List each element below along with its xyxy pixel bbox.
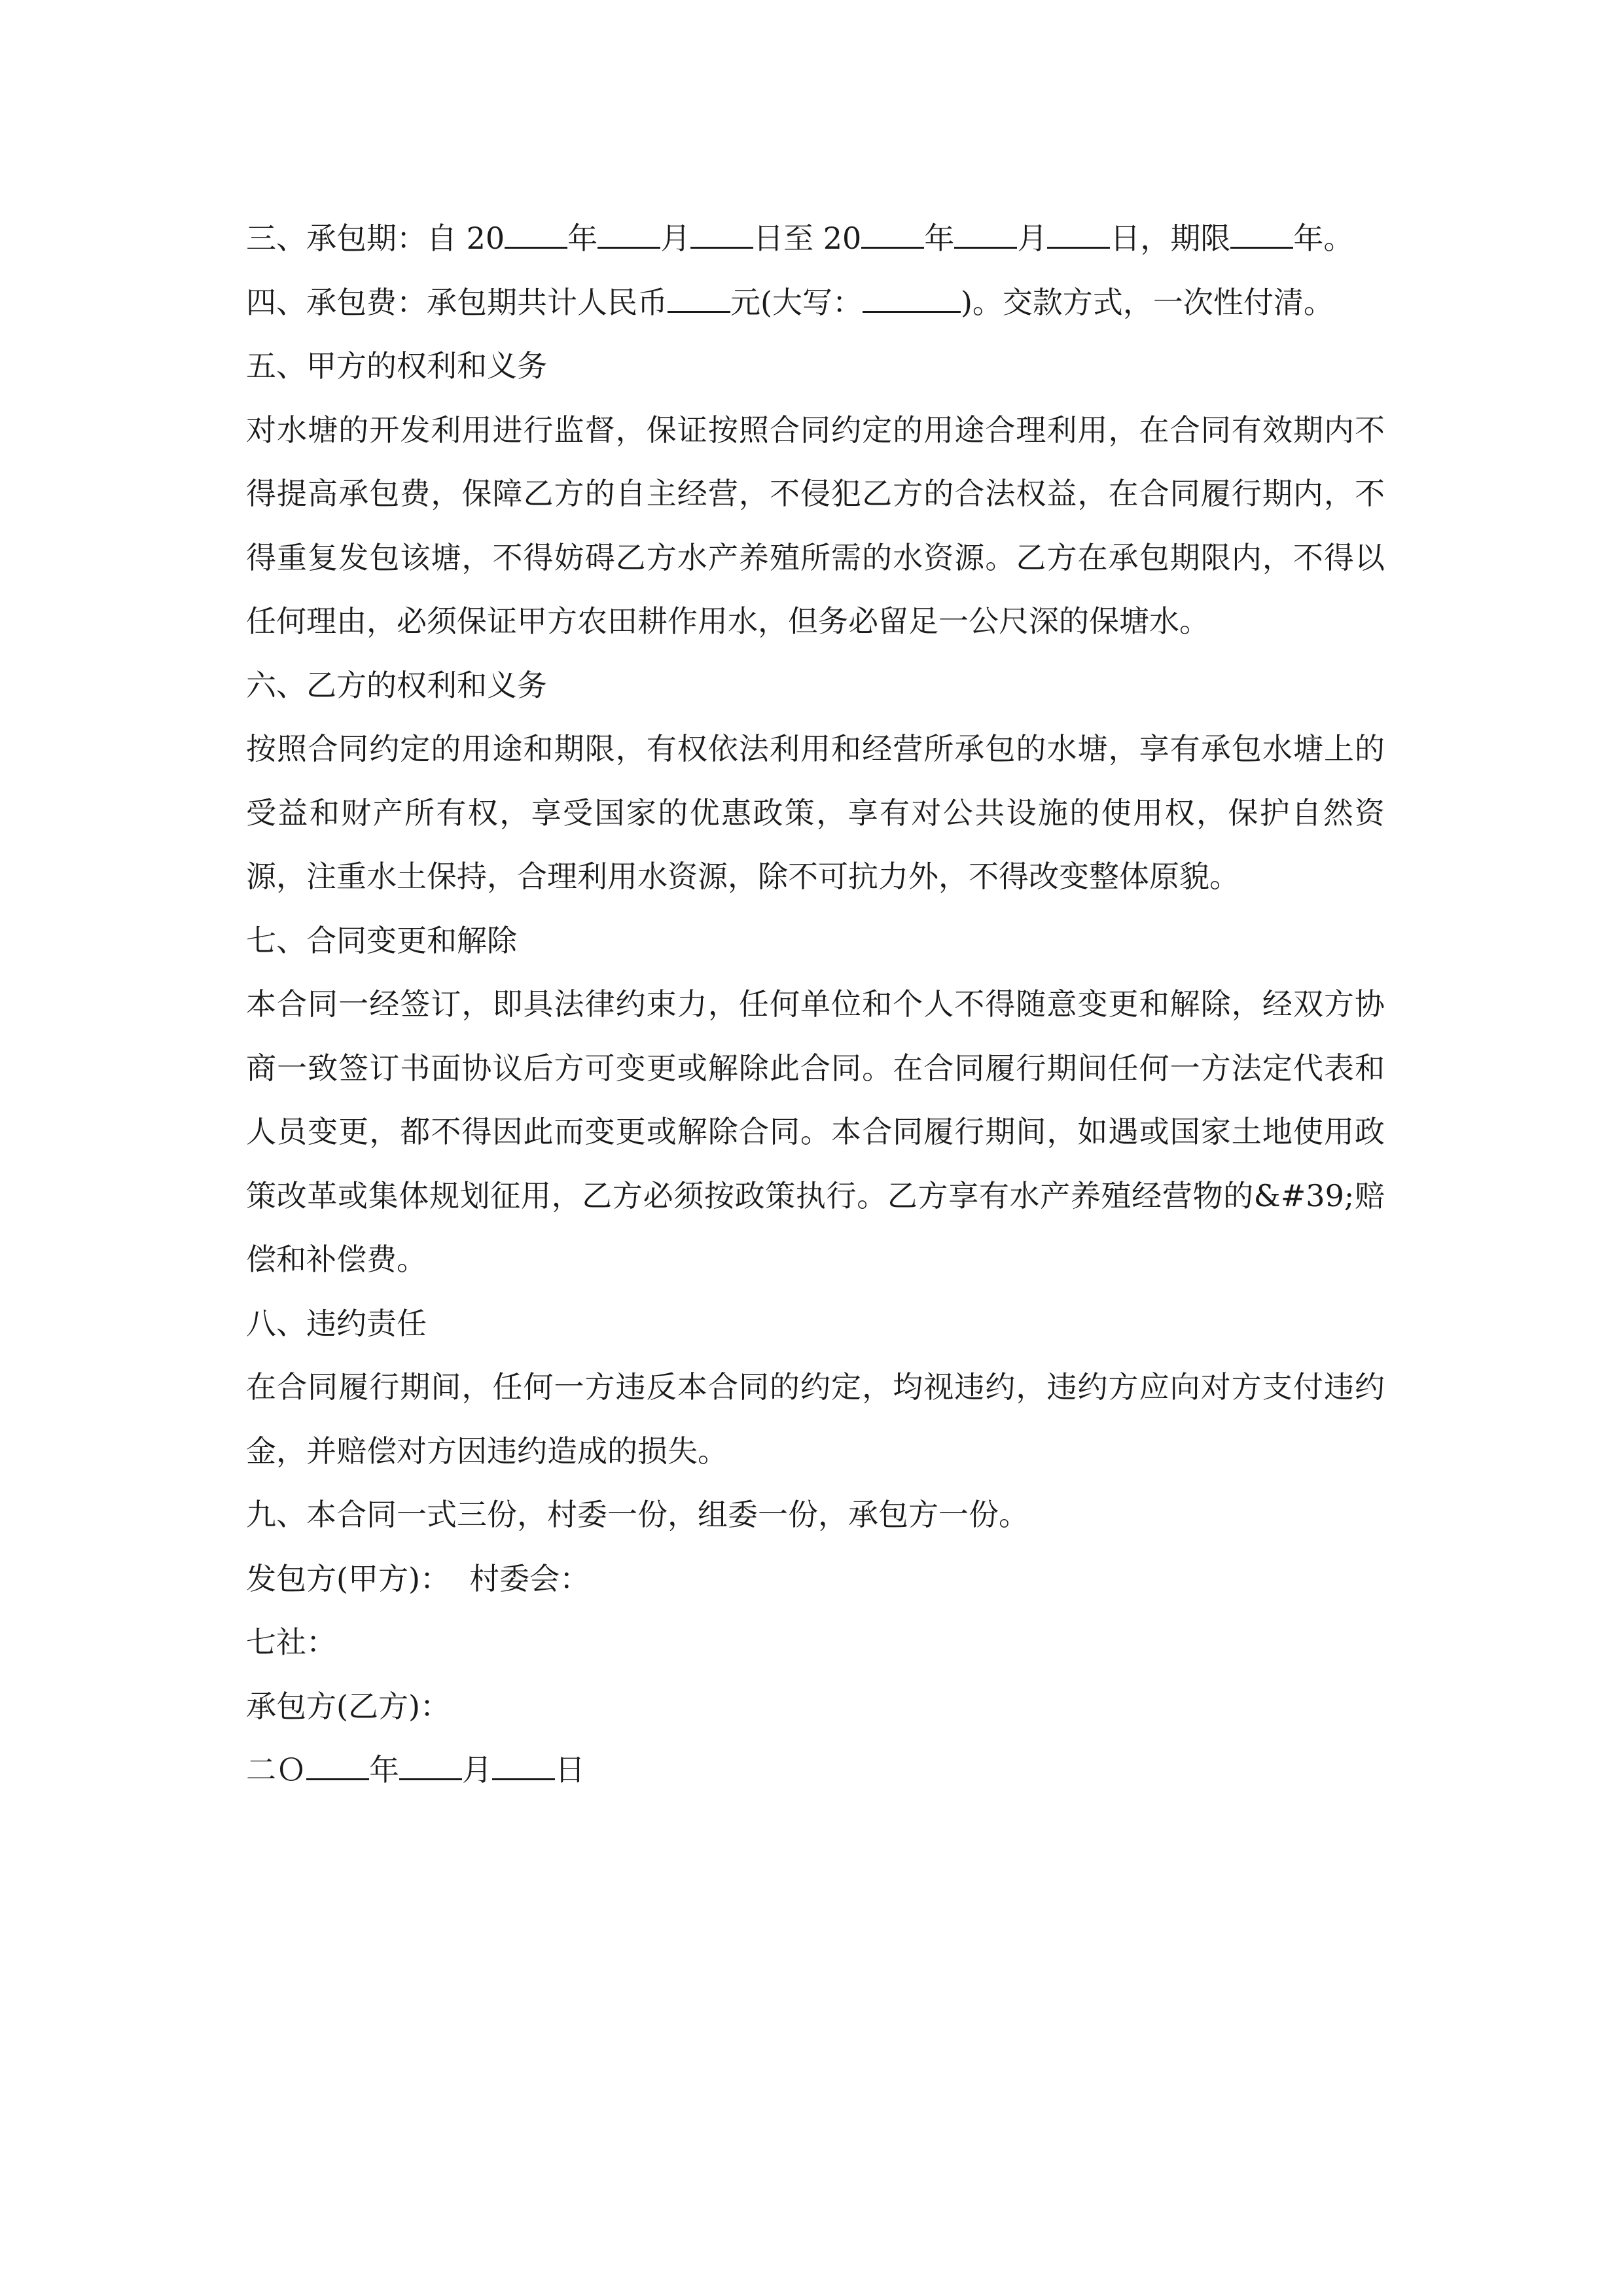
contract-body xyxy=(246,207,1385,1803)
clause-term xyxy=(246,207,1385,271)
year-end-label: 年。 xyxy=(1293,221,1354,256)
month-label: 月 xyxy=(1017,221,1048,256)
blank-fee-amount xyxy=(668,282,730,313)
signing-date xyxy=(246,1738,1385,1803)
blank-end-year xyxy=(861,218,924,249)
payment-method-text: )。交款方式，一次性付清。 xyxy=(960,284,1334,320)
blank-period-years xyxy=(1230,218,1293,249)
blank-start-year xyxy=(505,218,567,249)
party-a-signature: 发包方(甲方)： 村委会： xyxy=(246,1560,590,1596)
clause-7-heading: 七、合同变更和解除 xyxy=(246,922,517,958)
period-label: 日，期限 xyxy=(1110,221,1231,256)
blank-end-month xyxy=(954,218,1017,249)
fee-uppercase-label: 元(大写： xyxy=(730,284,863,320)
year-label: 年 xyxy=(369,1752,399,1787)
clause-7-body: 本合同一经签订，即具法律约束力，任何单位和个人不得随意变更和解除，经双方协商一致签订书面协议后方可变更或解除此合同。在合同履行期间任何一方法定代表和人员变更，都不得因此而变更或解除合同。本合同履行期间，如遇或国家土地使用政策改革或集体规划征用，乙方必须按政策执行。乙方享有水产养殖经营物的&#39;赔偿和补偿费。 xyxy=(246,986,1385,1277)
date-prefix: 二Ｏ xyxy=(246,1752,306,1787)
year-label: 年 xyxy=(567,221,598,256)
clause-5-body: 对水塘的开发利用进行监督，保证按照合同约定的用途合理利用，在合同有效期内不得提高承包费，保障乙方的自主经营，不侵犯乙方的合法权益，在合同履行期内，不得重复发包该塘，不得妨碍乙方水产养殖所需的水资源。乙方在承包期限内，不得以任何理由，必须保证甲方农田耕作用水，但务必留足一公尺深的保塘水。 xyxy=(246,412,1385,639)
blank-start-month xyxy=(597,218,660,249)
blank-end-day xyxy=(1047,218,1110,249)
clause-6-heading: 六、乙方的权利和义务 xyxy=(246,667,547,703)
blank-fee-uppercase xyxy=(863,282,961,313)
blank-start-day xyxy=(690,218,753,249)
day-label: 日 xyxy=(555,1752,585,1787)
seventh-society-signature: 七社： xyxy=(246,1624,336,1660)
day-to-label: 日至 20 xyxy=(753,221,862,256)
year-label: 年 xyxy=(924,221,955,256)
clause-fee-label: 四、承包费：承包期共计人民币 xyxy=(246,284,668,320)
clause-8-body: 在合同履行期间，任何一方违反本合同的约定，均视违约，违约方应向对方支付违约金，并赔偿对方因违约造成的损失。 xyxy=(246,1369,1385,1469)
blank-sign-day xyxy=(492,1749,555,1780)
clause-5-heading: 五、甲方的权利和义务 xyxy=(246,348,547,384)
month-label: 月 xyxy=(462,1752,492,1787)
clause-8-heading: 八、违约责任 xyxy=(246,1305,427,1341)
blank-sign-month xyxy=(399,1749,462,1780)
party-b-signature: 承包方(乙方)： xyxy=(246,1688,450,1724)
clause-term-label: 三、承包期：自 20 xyxy=(246,221,505,256)
blank-sign-year xyxy=(306,1749,369,1780)
month-label: 月 xyxy=(660,221,691,256)
clause-9: 九、本合同一式三份，村委一份，组委一份，承包方一份。 xyxy=(246,1497,1029,1532)
clause-fee xyxy=(246,271,1385,335)
clause-6-body: 按照合同约定的用途和期限，有权依法利用和经营所承包的水塘，享有承包水塘上的受益和财产所有权，享受国家的优惠政策，享有对公共设施的使用权，保护自然资源，注重水土保持，合理利用水资源，除不可抗力外，不得改变整体原貌。 xyxy=(246,731,1385,894)
